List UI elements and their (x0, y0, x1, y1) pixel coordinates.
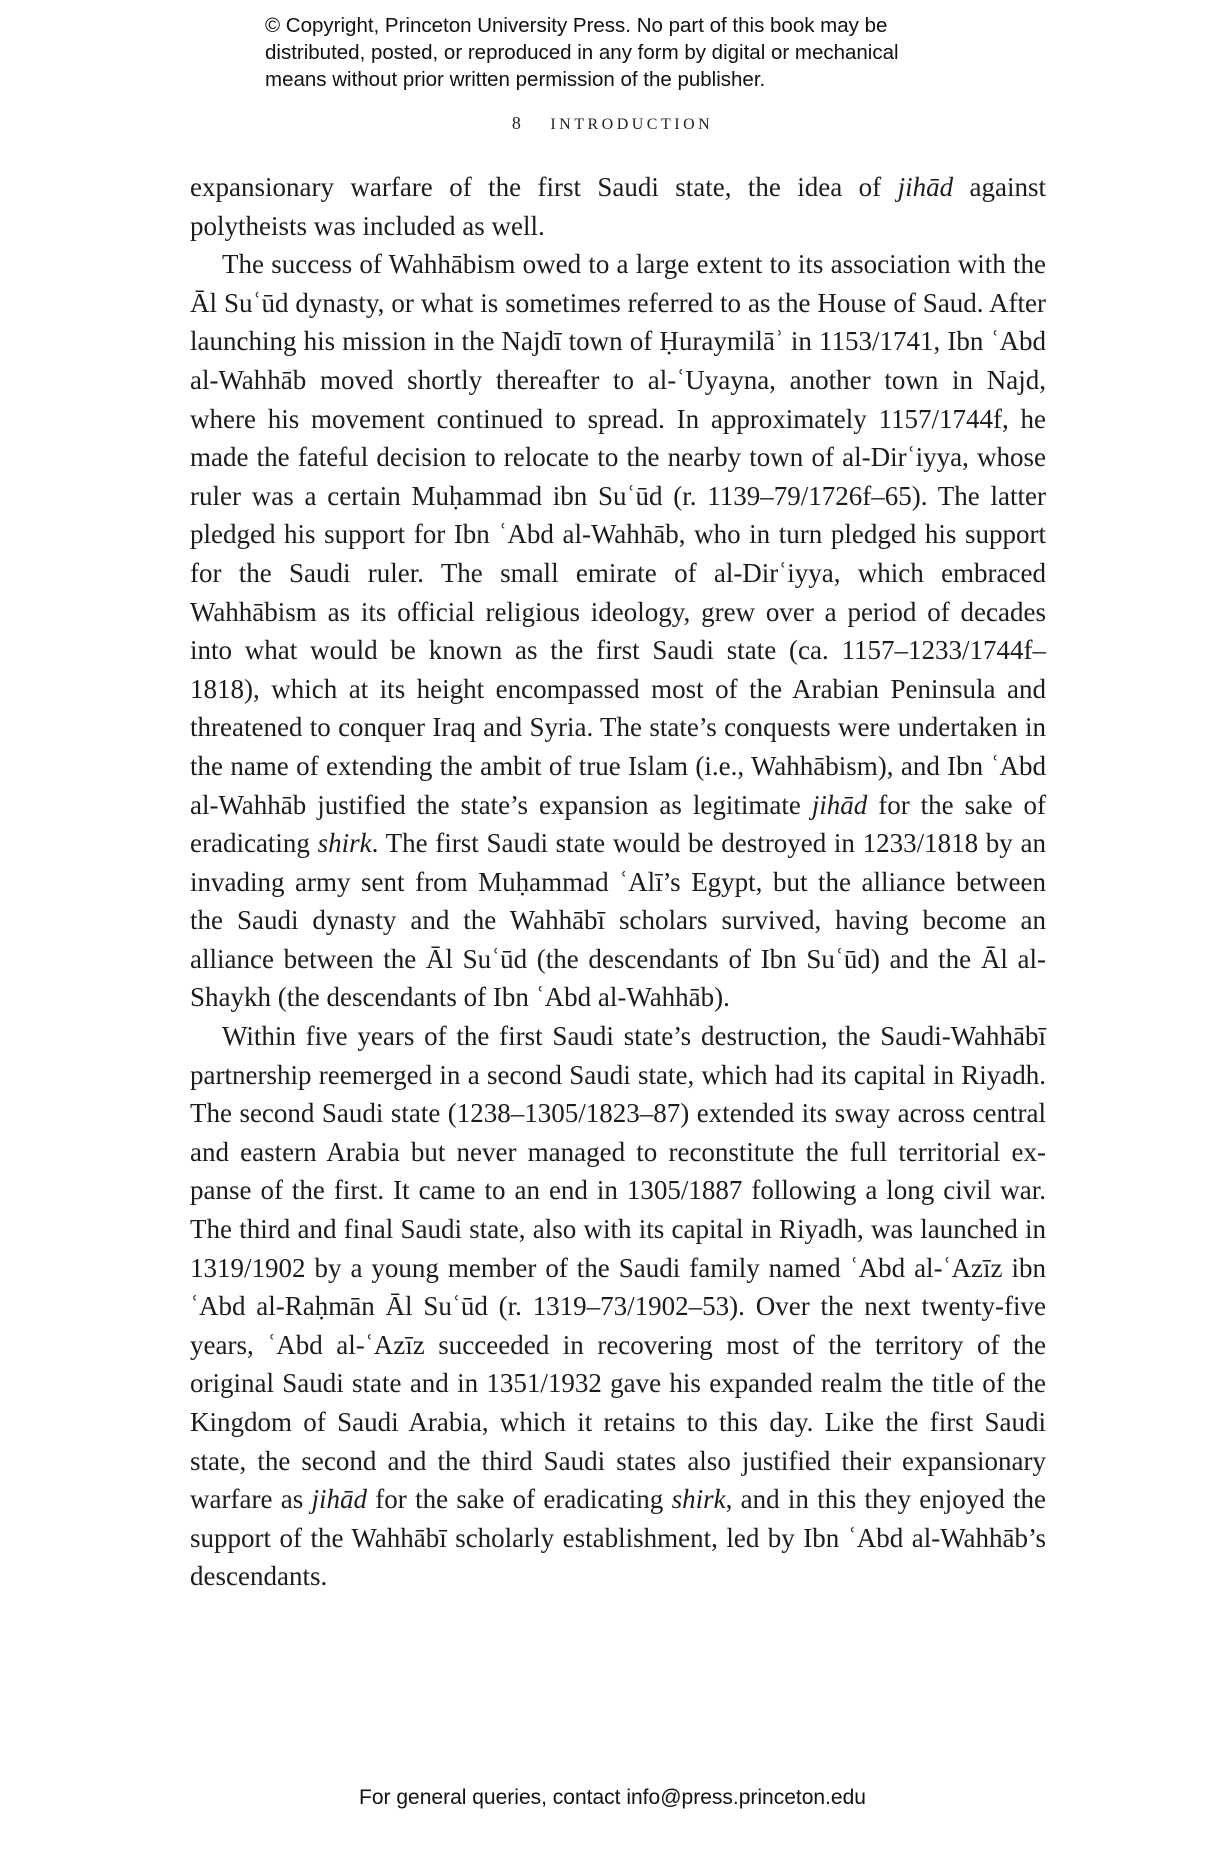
paragraph-3 (190, 1017, 1046, 1596)
paragraph-3-term-1: jihād (311, 1484, 368, 1515)
paragraph-3-term-2: shirk (671, 1484, 726, 1515)
footer-contact: For general queries, contact info@press.princeton.edu (359, 1786, 866, 1809)
paragraph-1-term: jihād (897, 172, 954, 202)
paragraph-2-term-1: jihād (811, 789, 868, 820)
copyright-line-1: © Copyright, Princeton University Press. No part of this book may be (265, 14, 888, 37)
paragraph-1-text-a: expansionary warfare of the first Saudi state, the idea of (190, 172, 898, 202)
paragraph-3-text-a: Within five years of the first Saudi state’s destruction, the Saudi-Wahhābī partnership reemerged in a second Saudi state, which had its capital in Riyadh. The second Saudi state (1238–1305/1823–87) extended its sway across central and eastern Arabia but never managed to reconstitute the full territorial expanse of the first. It came to an end in 1305/1887 following a long civil war. The third and final Saudi state, also with its capital in Riyadh, was launched in 1319/1902 by a young member of the Saudi family named ʿAbd al-ʿAzīz ibn ʿAbd al-Raḥmān Āl Suʿūd (r. 1319–73/1902–53). Over the next twenty-five years, ʿAbd al-ʿAzīz succeeded in recovering most of the territory of the original Saudi state and in 1351/1932 gave his expanded realm the title of the Kingdom of Saudi Arabia, which it retains to this day. Like the first Saudi state, the second and the third Saudi states also justified their expansionary warfare as (190, 1021, 1046, 1515)
copyright-line-3: means without prior written permission of the publisher. (265, 68, 766, 91)
paragraph-2-text-a: The success of Wahhābism owed to a large extent to its association with the Āl Suʿūd dynasty, or what is sometimes referred to as the House of Saud. After launching his mission in the Najdī town of Ḥuraymilāʾ in 1153/1741, Ibn ʿAbd al-Wahhāb moved shortly thereafter to al-ʿUyayna, another town in Najd, where his movement continued to spread. In approximately 1157/1744f, he made the fateful decision to relocate to the nearby town of al-Dirʿiyya, whose ruler was a certain Muḥammad ibn Suʿūd (r. 1139–79/1726f–65). The latter pledged his support for Ibn ʿAbd al-Wahhāb, who in turn pledged his support for the Saudi ruler. The small emirate of al-Dirʿiyya, which embraced Wahhābism as its official religious ideology, grew over a period of decades into what would be known as the first Saudi state (ca. 1157–1233/1744f–1818), which at its height encompassed most of the Arabian Peninsula and threatened to conquer Iraq and Syria. The state’s conquests were undertaken in the name of extending the ambit of true Islam (i.e., Wahhābism), and Ibn ʿAbd al-Wahhāb justified the state’s expansion as legitimate (190, 249, 1046, 820)
paragraph-2-text-c: . The first Saudi state would be destroyed in 1233/1818 by an invading army sent from Muḥammad ʿAlī’s Egypt, but the alliance between the Saudi dynasty and the Wahhābī scholars survived, having become an alliance between the Āl Suʿūd (the descendants of Ibn Suʿūd) and the Āl al-Shaykh (the descendants of Ibn ʿAbd al-Wahhāb). (190, 828, 1046, 1013)
paragraph-2-text-b: for the sake of eradicating (190, 789, 1047, 859)
paragraph-3-text-c: , and in this they enjoyed the support of the Wahhābī scholarly establishment, led by Ibn ʿAbd al-Wahhāb’s descendants. (190, 1484, 1047, 1592)
paragraph-1 (190, 168, 1046, 245)
section-title: INTRODUCTION (550, 116, 714, 133)
paragraph-2-term-2: shirk (317, 828, 372, 859)
copyright-notice (265, 12, 1025, 93)
running-head (0, 113, 1225, 134)
paragraph-3-text-b: for the sake of eradicating (367, 1484, 672, 1515)
body-text (190, 168, 1046, 1596)
paragraph-2 (190, 245, 1046, 1017)
paragraph-1-text-b: against polytheists was included as well. (190, 172, 1046, 241)
page-number: 8 (511, 113, 521, 133)
copyright-line-2: distributed, posted, or reproduced in any form by digital or mechanical (265, 41, 899, 64)
